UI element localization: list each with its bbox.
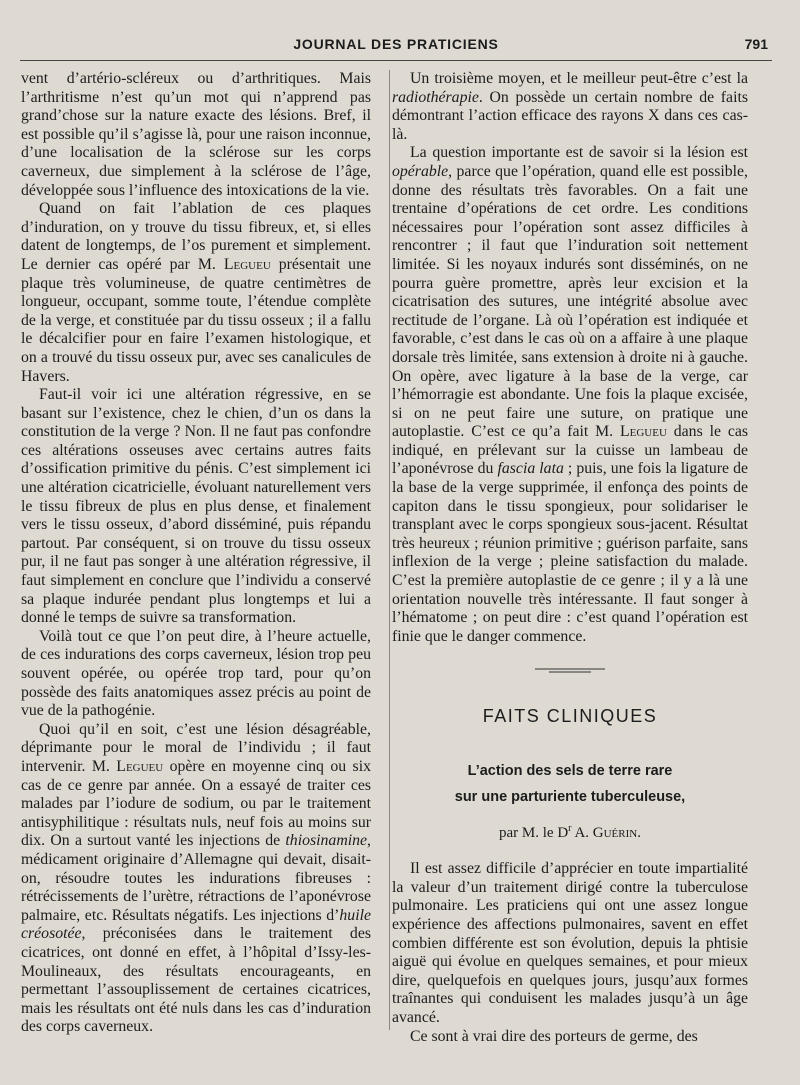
italic-term: radiothérapie [392,88,479,106]
italic-term: huile créosotée [21,906,371,943]
paragraph: vent d’artério-scléreux ou d’arthritiques. Mais l’arthritisme n’est qu’un mot qui n’apprend pas grand’chose sur la nature exacte des lésions. Bref, il est possible qu’il s’agisse là, pour une raison inconnue, d’une localisation de la sclérose sur les corps caverneux, due simplement à la sclérose de l’âge, développée sous l’influence des intoxications de la vie. [21,70,371,199]
ornament-rule-icon [535,667,605,675]
page-number: 791 [744,36,768,52]
section-title: FAITS CLINIQUES [482,706,658,726]
journal-title: JOURNAL DES PRATICIENS [293,36,499,52]
italic-term: opérable [392,162,449,180]
author-name: Legueu [116,757,164,775]
paragraph: Voilà tout ce que l’on peut dire, à l’heure actuelle, de ces indurations des corps caverneux, lésion trop peu souvent opérée, ou opérée trop tard, pour qu’on possède des faits anatomiques assez précis au point de vue de la pathogénie. [21,627,371,720]
column-divider [389,70,390,1030]
paragraph: Quand on fait l’ablation de ces plaques d’induration, on y trouve du tissu fibreux, et, si elles datent de longtemps, de l’os purement et simplement. Le dernier cas opéré par M. Legueu présentait une plaque très volumineuse, de quatre centimètres de longueur, occupant, somme toute, l’étendue complète de la verge, et constituée par du tissu osseux ; il a fallu le décalcifier pour en faire l’examen histologique, et on a trouvé du tissu osseux pur, avec ses canalicules de Havers. [21,200,371,385]
author-name: Legueu [223,255,271,273]
paragraph: Un troisième moyen, et le meilleur peut-être c’est la radiothérapie. On possède un certain nombre de faits démontrant l’action efficace des rayons X dans ces cas-là. [392,70,748,143]
italic-term: thiosinamine [285,832,368,850]
section-ornament [392,662,748,681]
page-header [20,30,772,61]
paragraph: Ce sont à vrai dire des porteurs de germe, des [410,1027,698,1045]
italic-term: fascia lata [497,460,564,478]
paragraph: Faut-il voir ici une altération régressive, en se basant sur l’existence, chez le chien, d’un os dans la constitution de la verge ? Non. Il ne faut pas confondre ces altérations osseuses avec certains autres faits d’ossification primitive du pénis. C’est simplement ici une altération cicatricielle, évoluant naturellement vers le tissu fibreux de plus en plus dense, et finalement vers le tissu osseux, d’abord disséminé, puis répandu partout. Par conséquent, si on trouve du tissu osseux pur, il ne faut pas songer à une altération régressive, il faut simplement en conclure que l’individu a conservé sa plaque indurée pendant plus longtemps et lui a donné le temps de suivre sa transformation. [21,386,371,627]
paragraph: La question importante est de savoir si la lésion est opérable, parce que l’opération, quand elle est possible, donne des résultats très favorables. On a fait une trentaine d’opérations de cet ordre. Les conditions nécessaires pour l’opération sont assez difficiles à rencontrer ; il faut que l’induration soit nettement limitée. Si les noyaux indurés sont disséminés, on ne pourra guère promettre, après leur excision et la cicatrisation des sutures, une intégrité absolue avec rectitude de l’organe. Là où l’opération est indiquée et favorable, c’est dans le cas où on a affaire à une plaque dorsale très limitée, sans extension à droite ni à gauche. On opère, avec ligature à la base de la verge, car l’hémorragie est abondante. Une fois la plaque excisée, si on ne peut faire une suture, on pratique une autoplastie. C’est ce qu’a fait M. Legueu dans le cas indiqué, en prélevant sur la cuisse un lambeau de l’aponévrose du fascia lata ; puis, une fois la ligature de la base de la verge supprimée, il enfonça des points de capiton dans le tissu spongieux, pour solidariser le transplant avec le corps spongieux sous-jacent. Résultat très heureux ; réunion primitive ; guérison parfaite, sans inflexion de la verge ; pleine satisfaction du malade. C’est la première autoplastie de ce genre ; il y a là une orientation nouvelle très intéressante. Il faut songer à l’hématome ; on peut dire : c’est quand l’opération est finie que le danger commence. [392,144,749,645]
author-name: Legueu [620,423,667,441]
paragraph: Il est assez difficile d’apprécier en toute impartialité la valeur d’un traitement dirigé contre la tuberculose pulmonaire. Les praticiens qui ont une assez longue expérience des affections pulmonaires, savent en effet combien différente est son évolution, depuis la phtisie aiguë qui évolue en quelques semaines, et pour mieux dire, quelquefois en quelques jours, jusqu’aux formes traînantes qui conduisent les malades jusqu’à un âge avancé. [392,860,748,1026]
article-title: L’action des sels de terre rare sur une parturiente tuberculeuse, [454,762,686,805]
paragraph: Quoi qu’il en soit, c’est une lésion désagréable, déprimante pour le moral de l’individu ; il faut intervenir. M. Legueu opère en moyenne cinq ou six cas de ce genre par année. On a essayé de traiter ces malades par l’iodure de sodium, ou par le traitement antisyphilitique : résultats nuls, neuf fois au moins sur dix. On a surtout vanté les injections de thiosinamine, médicament originaire d’Allemagne qui devait, disait-on, résoudre toutes les indurations fibreuses : rétrécissements de l’urètre, rétractions de l’aponévrose palmaire, etc. Résultats négatifs. Les injections d’huile créosotée, préconisées dans le traitement des cicatrices, ont donné en effet, à l’hôpital d’Issy-les-Moulineaux, des résultats encourageants, en permettant l’assouplissement de certaines cicatrices, mais les résultats ont été nuls dans les cas d’induration des corps caverneux. [21,720,371,1036]
article-byline: par M. le $D^r$ A. Guérin. [499,822,641,841]
author-name: Guérin [592,824,638,841]
left-column [21,70,371,1037]
right-column [392,70,748,1046]
